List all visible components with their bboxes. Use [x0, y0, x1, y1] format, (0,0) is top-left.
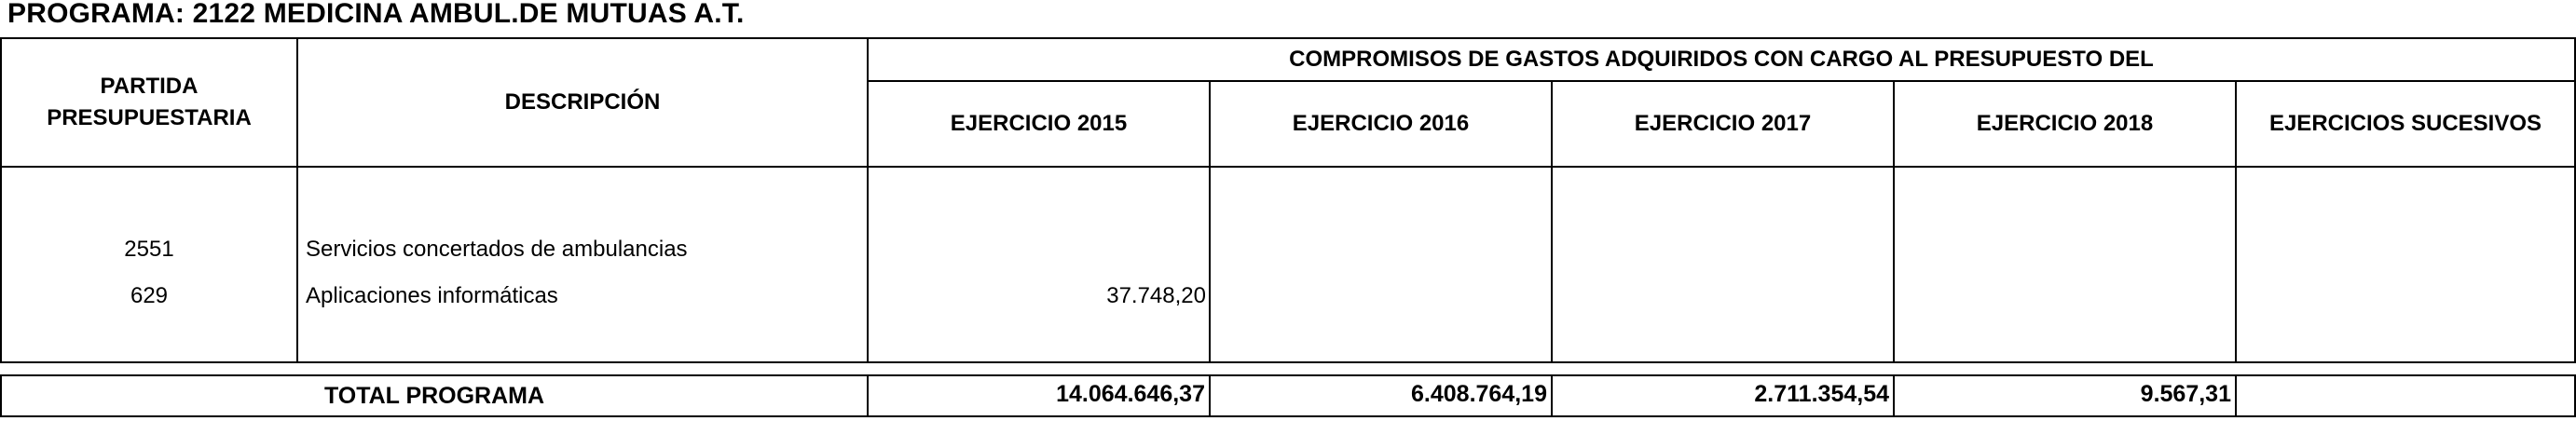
total-value-2018: 9.567,31: [2140, 381, 2231, 407]
total-value-2017: 2.711.354,54: [1754, 381, 1889, 407]
header-descripcion: DESCRIPCIÓN: [504, 89, 661, 115]
total-value-2015: 14.064.646,37: [1056, 381, 1205, 407]
column-divider: [1893, 374, 1895, 417]
row-descripcion: Aplicaciones informáticas: [306, 283, 558, 308]
column-divider: [1551, 374, 1553, 417]
column-divider: [1209, 374, 1211, 417]
row-partida: 629: [130, 283, 169, 308]
header-year-2016: EJERCICIO 2016: [1292, 111, 1470, 136]
row-partida: 2551: [124, 237, 174, 262]
program-title: PROGRAMA: 2122 MEDICINA AMBUL.DE MUTUAS A.T.: [7, 0, 745, 29]
header-year-2015: EJERCICIO 2015: [950, 111, 1128, 136]
header-sucesivos: EJERCICIOS SUCESIVOS: [2268, 111, 2542, 136]
column-divider: [867, 374, 869, 417]
column-divider: [2235, 374, 2237, 417]
header-year-2018: EJERCICIO 2018: [1976, 111, 2154, 136]
total-label: TOTAL PROGRAMA: [323, 383, 545, 409]
header-year-2017: EJERCICIO 2017: [1634, 111, 1812, 136]
row-divider: [0, 166, 2576, 168]
row-value-2015: 37.748,20: [1106, 283, 1206, 308]
row-descripcion: Servicios concertados de ambulancias: [306, 237, 688, 262]
header-partida: PARTIDA PRESUPUESTARIA: [47, 74, 252, 130]
header-compromisos: COMPROMISOS DE GASTOS ADQUIRIDOS CON CARGO AL PRESUPUESTO DEL: [1289, 47, 2154, 72]
total-value-2016: 6.408.764,19: [1411, 381, 1547, 407]
